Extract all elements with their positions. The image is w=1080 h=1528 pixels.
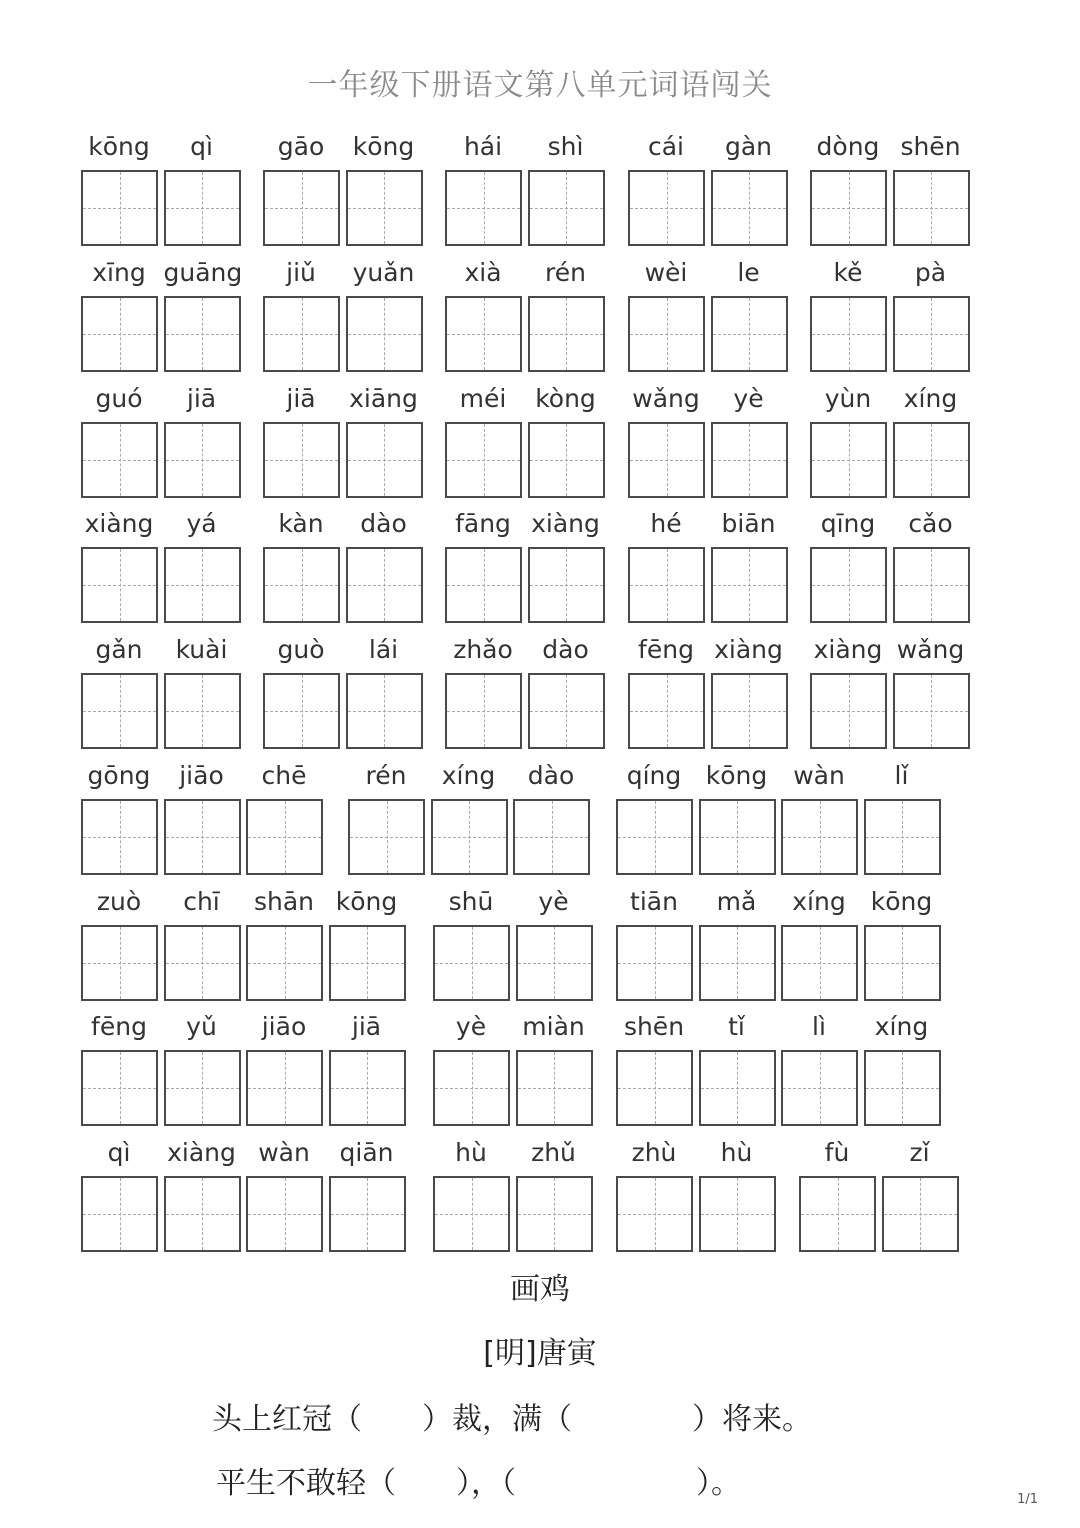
pinyin-label: qiān (339, 1138, 394, 1167)
character-writing-box[interactable] (329, 1176, 406, 1252)
pinyin-label: hù (455, 1138, 487, 1167)
character-writing-box[interactable] (81, 1050, 158, 1126)
character-writing-box[interactable] (445, 673, 522, 749)
character-writing-box[interactable] (263, 422, 340, 498)
character-writing-box[interactable] (864, 1050, 941, 1126)
pinyin-label: kuài (175, 635, 228, 664)
character-writing-box[interactable] (711, 547, 788, 623)
pinyin-label: lì (812, 1012, 826, 1041)
pinyin-label: wàn (793, 761, 845, 790)
character-writing-box[interactable] (81, 1176, 158, 1252)
pinyin-label: zhǔ (531, 1138, 576, 1167)
pinyin-label: xíng (792, 887, 846, 916)
character-writing-box[interactable] (628, 296, 705, 372)
character-writing-box[interactable] (882, 1176, 959, 1252)
character-writing-box[interactable] (711, 170, 788, 246)
character-writing-box[interactable] (81, 799, 158, 875)
pinyin-label: fāng (455, 509, 511, 538)
pinyin-label: jiā (286, 384, 316, 413)
pinyin-label: xiàng (167, 1138, 236, 1167)
character-writing-box[interactable] (893, 296, 970, 372)
character-writing-box[interactable] (346, 296, 423, 372)
character-writing-box[interactable] (263, 673, 340, 749)
pinyin-label: qīng (820, 509, 876, 538)
pinyin-label: dào (360, 509, 407, 538)
pinyin-label: rén (545, 258, 586, 287)
character-writing-box[interactable] (164, 547, 241, 623)
pinyin-label: zhù (631, 1138, 677, 1167)
character-writing-box[interactable] (799, 1176, 876, 1252)
pinyin-label: shēn (623, 1012, 685, 1041)
pinyin-label: wàn (258, 1138, 310, 1167)
character-writing-box[interactable] (516, 1050, 593, 1126)
character-writing-box[interactable] (81, 673, 158, 749)
character-writing-box[interactable] (528, 296, 605, 372)
character-writing-box[interactable] (516, 1176, 593, 1252)
character-writing-box[interactable] (329, 1050, 406, 1126)
character-writing-box[interactable] (616, 1050, 693, 1126)
pinyin-label: kàn (278, 509, 324, 538)
character-writing-box[interactable] (893, 547, 970, 623)
pinyin-label: hái (463, 132, 503, 161)
poem-title: 画鸡 (510, 1272, 570, 1307)
pinyin-label: zǐ (909, 1138, 930, 1167)
pinyin-label: tiān (630, 887, 678, 916)
pinyin-label: xíng (903, 384, 958, 413)
pinyin-label: fēng (91, 1012, 147, 1041)
pinyin-label: zuò (96, 887, 142, 916)
pinyin-label: gāo (277, 132, 325, 161)
pinyin-label: hé (650, 509, 682, 538)
pinyin-label: rén (365, 761, 407, 790)
pinyin-label: jiāo (261, 1012, 307, 1041)
pinyin-label: guāng (163, 258, 243, 287)
character-writing-box[interactable] (711, 296, 788, 372)
pinyin-label: jiā (351, 1012, 382, 1041)
character-writing-box[interactable] (699, 799, 776, 875)
character-writing-box[interactable] (445, 422, 522, 498)
character-writing-box[interactable] (81, 422, 158, 498)
pinyin-label: yè (733, 384, 764, 413)
character-writing-box[interactable] (164, 170, 241, 246)
pinyin-label: xiāng (349, 384, 418, 413)
pinyin-label: dòng (816, 132, 880, 161)
character-writing-box[interactable] (893, 170, 970, 246)
character-writing-box[interactable] (346, 673, 423, 749)
worksheet-title: 一年级下册语文第八单元词语闯关 (307, 68, 773, 103)
character-writing-box[interactable] (164, 673, 241, 749)
character-writing-box[interactable] (513, 799, 590, 875)
character-writing-box[interactable] (246, 799, 323, 875)
pinyin-label: xíng (874, 1012, 929, 1041)
pinyin-label: yǔ (186, 1012, 217, 1041)
character-writing-box[interactable] (810, 422, 887, 498)
pinyin-label: jiāo (179, 761, 224, 790)
pinyin-label: mǎ (716, 887, 757, 916)
pinyin-label: méi (459, 384, 507, 413)
pinyin-label: fēng (638, 635, 694, 664)
character-writing-box[interactable] (263, 296, 340, 372)
character-writing-box[interactable] (810, 547, 887, 623)
character-writing-box[interactable] (164, 296, 241, 372)
character-writing-box[interactable] (864, 799, 941, 875)
pinyin-label: qíng (626, 761, 682, 790)
pinyin-label: xiàng (531, 509, 600, 538)
pinyin-label: shì (547, 132, 584, 161)
character-writing-box[interactable] (711, 673, 788, 749)
pinyin-label: yè (538, 887, 569, 916)
pinyin-label: kòng (535, 384, 596, 413)
pinyin-label: cǎo (908, 509, 953, 538)
character-writing-box[interactable] (433, 1176, 510, 1252)
character-writing-box[interactable] (164, 1176, 241, 1252)
character-writing-box[interactable] (616, 1176, 693, 1252)
pinyin-label: yá (186, 509, 217, 538)
character-writing-box[interactable] (711, 422, 788, 498)
character-writing-box[interactable] (445, 296, 522, 372)
character-writing-box[interactable] (699, 925, 776, 1001)
pinyin-label: shū (448, 887, 494, 916)
pinyin-label: fù (824, 1138, 850, 1167)
pinyin-label: tǐ (728, 1012, 745, 1041)
pinyin-label: xiàng (714, 635, 783, 664)
pinyin-label: dào (542, 635, 589, 664)
character-writing-box[interactable] (433, 925, 510, 1001)
character-writing-box[interactable] (810, 673, 887, 749)
poem-line-2: 平生不敢轻（ ），（ ）。 (216, 1466, 741, 1501)
character-writing-box[interactable] (81, 547, 158, 623)
character-writing-box[interactable] (781, 799, 858, 875)
character-writing-box[interactable] (528, 547, 605, 623)
character-writing-box[interactable] (528, 673, 605, 749)
character-writing-box[interactable] (616, 799, 693, 875)
pinyin-label: kōng (335, 887, 398, 916)
pinyin-label: dào (527, 761, 575, 790)
pinyin-label: kōng (705, 761, 768, 790)
character-writing-box[interactable] (810, 296, 887, 372)
pinyin-label: shān (253, 887, 315, 916)
pinyin-label: yùn (824, 384, 872, 413)
character-writing-box[interactable] (246, 1176, 323, 1252)
character-writing-box[interactable] (246, 1050, 323, 1126)
character-writing-box[interactable] (893, 422, 970, 498)
pinyin-label: xíng (441, 761, 496, 790)
pinyin-label: xiàng (84, 509, 154, 538)
character-writing-box[interactable] (263, 170, 340, 246)
pinyin-label: hù (720, 1138, 753, 1167)
character-writing-box[interactable] (164, 925, 241, 1001)
character-writing-box[interactable] (346, 547, 423, 623)
pinyin-label: zhǎo (453, 635, 513, 664)
pinyin-label: guò (277, 635, 325, 664)
pinyin-label: qì (190, 132, 213, 161)
character-writing-box[interactable] (81, 296, 158, 372)
character-writing-box[interactable] (81, 170, 158, 246)
character-writing-box[interactable] (164, 1050, 241, 1126)
pinyin-label: miàn (522, 1012, 585, 1041)
character-writing-box[interactable] (628, 170, 705, 246)
character-writing-box[interactable] (164, 422, 241, 498)
pinyin-label: le (737, 258, 760, 287)
pinyin-label: kě (833, 258, 863, 287)
character-writing-box[interactable] (781, 925, 858, 1001)
character-writing-box[interactable] (516, 925, 593, 1001)
pinyin-label: wǎng (896, 635, 965, 664)
character-writing-box[interactable] (699, 1176, 776, 1252)
pinyin-label: kōng (870, 887, 933, 916)
pinyin-label: chī (183, 887, 220, 916)
character-writing-box[interactable] (810, 170, 887, 246)
pinyin-label: xiàng (813, 635, 883, 664)
pinyin-label: xīng (92, 258, 146, 287)
character-writing-box[interactable] (348, 799, 425, 875)
pinyin-label: kōng (352, 132, 415, 161)
pinyin-label: jiā (186, 384, 217, 413)
character-writing-box[interactable] (431, 799, 508, 875)
character-writing-box[interactable] (246, 925, 323, 1001)
pinyin-label: gàn (724, 132, 773, 161)
pinyin-label: biān (721, 509, 776, 538)
pinyin-label: wèi (644, 258, 688, 287)
character-writing-box[interactable] (781, 1050, 858, 1126)
pinyin-label: kōng (88, 132, 150, 161)
character-writing-box[interactable] (263, 547, 340, 623)
pinyin-label: qì (107, 1138, 131, 1167)
pinyin-label: xià (464, 258, 502, 287)
pinyin-label: yè (455, 1012, 487, 1041)
character-writing-box[interactable] (164, 799, 241, 875)
character-writing-box[interactable] (445, 170, 522, 246)
character-writing-box[interactable] (893, 673, 970, 749)
character-writing-box[interactable] (329, 925, 406, 1001)
character-writing-box[interactable] (528, 422, 605, 498)
pinyin-label: gǎn (95, 635, 143, 664)
pinyin-label: guó (95, 384, 143, 413)
page-number: 1/1 (1017, 1492, 1038, 1507)
character-writing-box[interactable] (346, 170, 423, 246)
pinyin-label: pà (914, 258, 947, 287)
pinyin-label: lǐ (894, 761, 909, 790)
poem-author: [明]唐寅 (483, 1336, 597, 1371)
pinyin-label: chē (261, 761, 307, 790)
pinyin-label: lái (368, 635, 399, 664)
character-writing-box[interactable] (616, 925, 693, 1001)
pinyin-label: gōng (87, 761, 151, 790)
pinyin-label: yuǎn (352, 258, 415, 287)
character-writing-box[interactable] (81, 925, 158, 1001)
character-writing-box[interactable] (528, 170, 605, 246)
poem-line-1: 头上红冠（ ）裁，满（ ）将来。 (212, 1402, 812, 1437)
character-writing-box[interactable] (433, 1050, 510, 1126)
pinyin-label: wǎng (632, 384, 700, 413)
character-writing-box[interactable] (628, 673, 705, 749)
pinyin-label: jiǔ (286, 258, 316, 287)
character-writing-box[interactable] (699, 1050, 776, 1126)
character-writing-box[interactable] (864, 925, 941, 1001)
pinyin-label: cái (647, 132, 684, 161)
character-writing-box[interactable] (628, 547, 705, 623)
character-writing-box[interactable] (445, 547, 522, 623)
pinyin-label: shēn (900, 132, 961, 161)
character-writing-box[interactable] (628, 422, 705, 498)
character-writing-box[interactable] (346, 422, 423, 498)
